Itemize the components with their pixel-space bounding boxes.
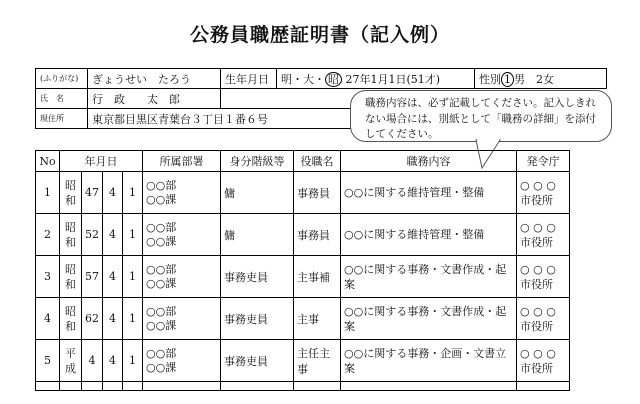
row-status: 傭 xyxy=(221,172,294,214)
row-issuer-name: ○ ○ ○ xyxy=(520,178,556,192)
row-no: 5 xyxy=(36,340,60,382)
era-options: 明・大・ xyxy=(281,72,325,86)
document-title: 公務員職歴証明書（記入例） xyxy=(189,24,450,46)
row-position: 主事 xyxy=(294,298,341,340)
row-era: 昭和 xyxy=(60,298,82,340)
address-value: 東京都目黒区青葉台３丁目１番６号 xyxy=(88,109,475,129)
row-issuer xyxy=(517,214,570,256)
row-duties: ○○に関する事務・文書作成・起案 xyxy=(341,298,517,340)
row-month: 4 xyxy=(103,340,123,382)
name-value: 行 政 太 郎 xyxy=(88,89,221,109)
row-dept-bureau: ○○部 xyxy=(146,346,177,360)
row-no: 3 xyxy=(36,256,60,298)
row-month: 4 xyxy=(103,256,123,298)
birth-date-cell xyxy=(277,69,475,89)
empty-cell xyxy=(60,382,82,391)
row-day: 1 xyxy=(123,298,143,340)
row-dept-section: ○○課 xyxy=(146,234,177,248)
col-position: 役職名 xyxy=(294,151,341,172)
row-issuer-office: 市役所 xyxy=(520,235,553,249)
row-year: 47 xyxy=(82,172,103,214)
row-status: 事務吏員 xyxy=(221,340,294,382)
row-dept-section: ○○課 xyxy=(146,318,177,332)
birth-date-value: 27年1月1日(51才) xyxy=(345,72,441,86)
row-issuer-office: 市役所 xyxy=(520,319,553,333)
row-month: 4 xyxy=(103,172,123,214)
row-duties: ○○に関する維持管理・整備 xyxy=(341,214,517,256)
row-dept xyxy=(143,256,221,298)
furigana-label: (ふりがな) xyxy=(36,69,88,89)
era-circled: 昭 xyxy=(325,72,342,87)
row-duties: ○○に関する事務・文書作成・起案 xyxy=(341,256,517,298)
table-row xyxy=(36,340,570,382)
name-label: 氏 名 xyxy=(36,89,88,109)
row-position: 主事補 xyxy=(294,256,341,298)
row-year: 4 xyxy=(82,340,103,382)
row-no: 2 xyxy=(36,214,60,256)
empty-cell xyxy=(221,382,294,391)
empty-cell xyxy=(103,382,123,391)
table-row xyxy=(36,256,570,298)
row-day: 1 xyxy=(123,172,143,214)
table-row xyxy=(36,298,570,340)
row-dept-bureau: ○○部 xyxy=(146,304,177,318)
row-dept xyxy=(143,172,221,214)
row-dept xyxy=(143,214,221,256)
row-issuer-office: 市役所 xyxy=(520,277,553,291)
empty-cell xyxy=(123,382,143,391)
table-header-row xyxy=(36,151,570,172)
row-dept-bureau: ○○部 xyxy=(146,262,177,276)
sex-cell xyxy=(475,69,607,89)
row-month: 4 xyxy=(103,214,123,256)
row-dept-bureau: ○○部 xyxy=(146,220,177,234)
col-no: No xyxy=(36,151,60,172)
row-issuer-name: ○ ○ ○ xyxy=(520,346,556,360)
sex-value: 男 2女 xyxy=(514,72,554,86)
row-year: 57 xyxy=(82,256,103,298)
sex-label: 性別 xyxy=(479,72,501,86)
furigana-row xyxy=(36,69,607,89)
row-status: 傭 xyxy=(221,214,294,256)
callout-text: 職務内容は、必ず記載してください。記入しきれない場合には、別紙として「職務の詳細」を添付してください。 xyxy=(365,97,596,140)
row-dept xyxy=(143,340,221,382)
row-status: 事務吏員 xyxy=(221,256,294,298)
empty-cell xyxy=(36,382,60,391)
table-row-partial xyxy=(36,382,570,391)
col-dept: 所属部署 xyxy=(143,151,221,172)
row-day: 1 xyxy=(123,256,143,298)
row-dept-bureau: ○○部 xyxy=(146,178,177,192)
row-era: 昭和 xyxy=(60,256,82,298)
row-issuer-office: 市役所 xyxy=(520,193,553,207)
row-duties: ○○に関する維持管理・整備 xyxy=(341,172,517,214)
row-issuer-office: 市役所 xyxy=(520,361,553,375)
row-year: 62 xyxy=(82,298,103,340)
instruction-callout xyxy=(350,90,612,142)
row-issuer-name: ○ ○ ○ xyxy=(520,262,556,276)
empty-cell xyxy=(341,382,517,391)
row-era: 昭和 xyxy=(60,172,82,214)
row-duties: ○○に関する事務・企画・文書立案 xyxy=(341,340,517,382)
furigana-value: ぎょうせい たろう xyxy=(88,69,221,89)
row-position: 事務員 xyxy=(294,172,341,214)
birth-label: 生年月日 xyxy=(221,69,277,89)
empty-cell xyxy=(294,382,341,391)
row-issuer xyxy=(517,172,570,214)
col-issuer: 発令庁 xyxy=(517,151,570,172)
row-era: 昭和 xyxy=(60,214,82,256)
employment-history-table xyxy=(35,150,570,391)
table-row xyxy=(36,172,570,214)
address-label: 現住所 xyxy=(36,109,88,129)
table-row xyxy=(36,214,570,256)
row-day: 1 xyxy=(123,340,143,382)
row-no: 1 xyxy=(36,172,60,214)
row-issuer xyxy=(517,340,570,382)
empty-cell xyxy=(82,382,103,391)
row-dept-section: ○○課 xyxy=(146,360,177,374)
row-year: 52 xyxy=(82,214,103,256)
row-position: 事務員 xyxy=(294,214,341,256)
sex-circled: 1 xyxy=(501,72,514,87)
row-dept-section: ○○課 xyxy=(146,192,177,206)
row-dept-section: ○○課 xyxy=(146,276,177,290)
row-era: 平成 xyxy=(60,340,82,382)
row-issuer xyxy=(517,256,570,298)
row-day: 1 xyxy=(123,214,143,256)
row-position: 主任主事 xyxy=(294,340,341,382)
col-status: 身分階級等 xyxy=(221,151,294,172)
empty-cell xyxy=(143,382,221,391)
row-issuer-name: ○ ○ ○ xyxy=(520,220,556,234)
row-dept xyxy=(143,298,221,340)
row-status: 事務吏員 xyxy=(221,298,294,340)
row-issuer-name: ○ ○ ○ xyxy=(520,304,556,318)
row-month: 4 xyxy=(103,298,123,340)
empty-cell xyxy=(517,382,570,391)
row-issuer xyxy=(517,298,570,340)
col-duties: 職務内容 xyxy=(341,151,517,172)
row-no: 4 xyxy=(36,298,60,340)
col-date: 年月日 xyxy=(60,151,143,172)
